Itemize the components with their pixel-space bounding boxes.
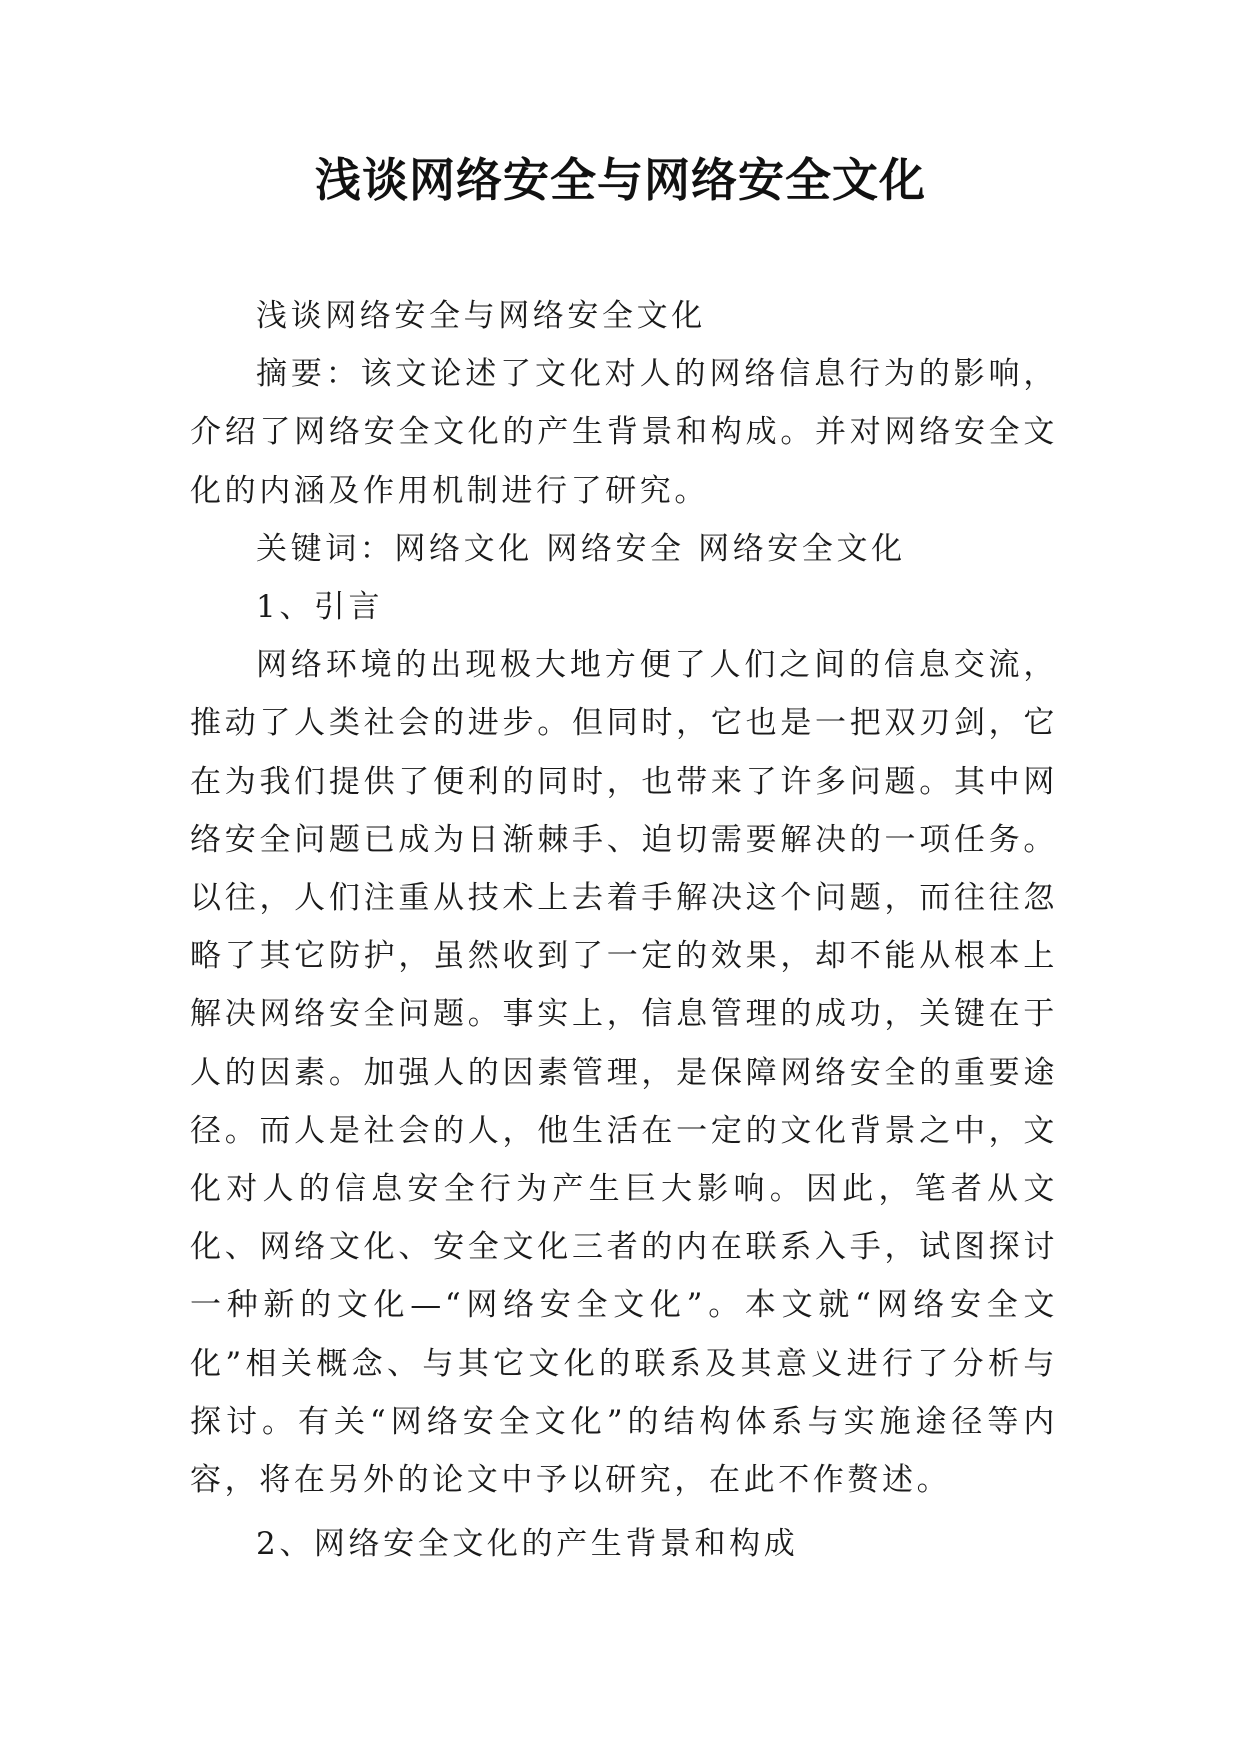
- subtitle-paragraph: 浅谈网络安全与网络安全文化: [256, 298, 706, 334]
- document-title: 浅谈网络安全与网络安全文化: [315, 153, 926, 207]
- abstract-paragraph: 摘要：该文论述了文化对人的网络信息行为的影响，介绍了网络安全文化的产生背景和构成。并对网络安全文化的内涵及作用机制进行了研究。: [190, 356, 1058, 509]
- section-heading-introduction: 1、引言: [256, 589, 384, 626]
- introduction-paragraph: 网络环境的出现极大地方便了人们之间的信息交流，推动了人类社会的进步。但同时，它也是一把双刃剑，它在为我们提供了便利的同时，也带来了许多问题。其中网络安全问题已成为日渐棘手、迫切需要解决的一项任务。以往，人们注重从技术上去着手解决这个问题，而往往忽略了其它防护，虽然收到了一定的效果，却不能从根本上解决网络安全问题。事实上，信息管理的成功，关键在于人的因素。加强人的因素管理，是保障网络安全的重要途径。而人是社会的人，他生活在一定的文化背景之中，文化对人的信息安全行为产生巨大影响。因此，笔者从文化、网络文化、安全文化三者的内在联系入手，试图探讨一种新的文化—“网络安全文化”。本文就“网络安全文化”相关概念、与其它文化的联系及其意义进行了分析与探讨。有关“网络安全文化”的结构体系与实施途径等内容，将在另外的论文中予以研究，在此不作赘述。: [190, 647, 1058, 1499]
- section-heading-background: 2、网络安全文化的产生背景和构成: [256, 1526, 799, 1563]
- document-body: [190, 287, 1058, 1573]
- keywords-paragraph: 关键词：网络文化 网络安全 网络安全文化: [256, 530, 906, 567]
